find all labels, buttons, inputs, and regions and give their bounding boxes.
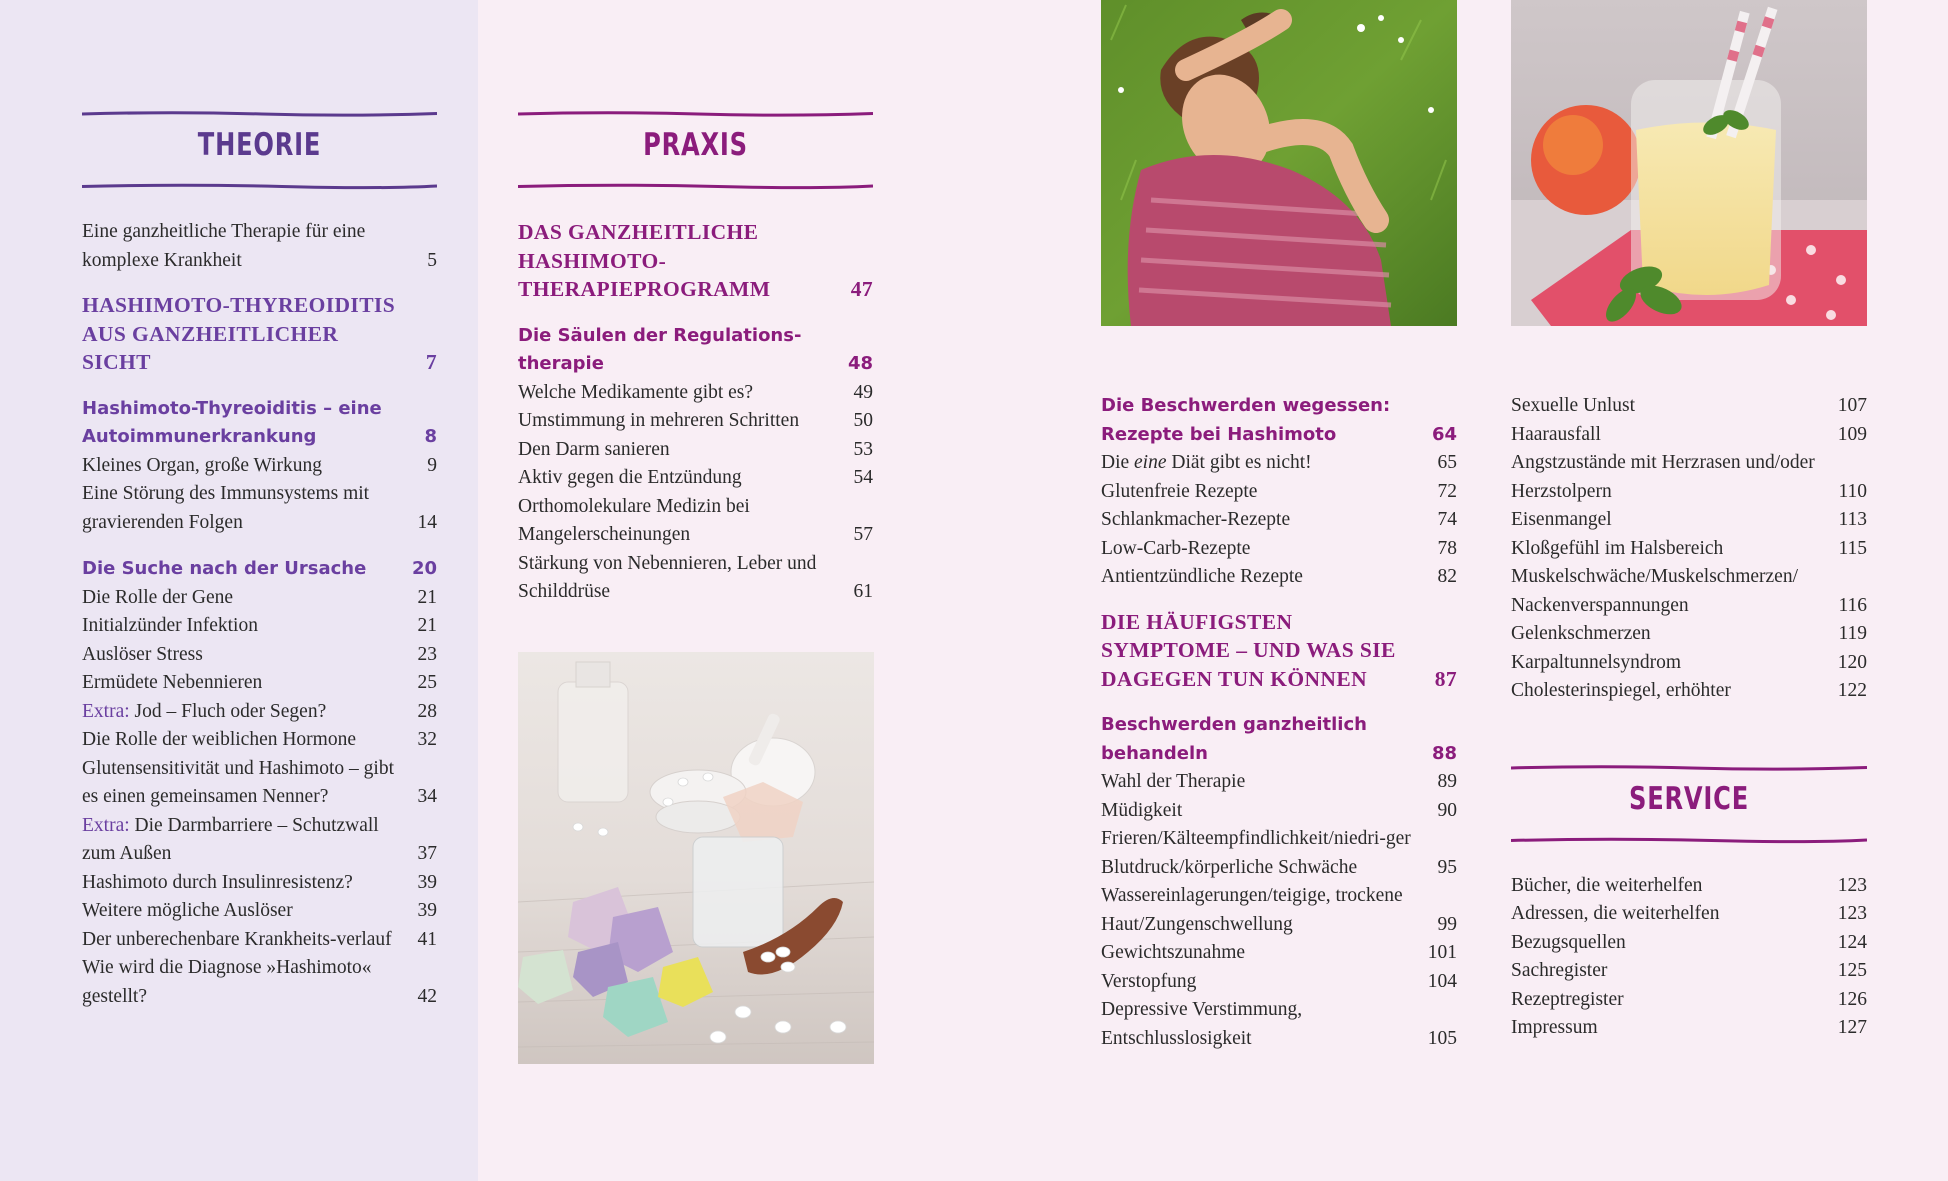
toc-entry-emphasis: eine	[1134, 452, 1167, 473]
toc-entry	[1101, 478, 1457, 507]
toc-entry-title: Glutensensitivität und Hashimoto – gibt es einen gemeinsamen Nenner?	[82, 757, 394, 807]
toc-entry	[82, 480, 437, 537]
toc-page-number: 32	[417, 729, 437, 750]
toc-page-number: 25	[417, 672, 437, 693]
toc-page-number: 21	[417, 586, 437, 608]
toc-entry	[82, 812, 437, 869]
toc-entry	[82, 726, 437, 755]
toc-entry-title: Wahl der Therapie	[1101, 771, 1246, 792]
toc-page-number: 109	[1837, 423, 1867, 445]
toc-page-number: 125	[1837, 960, 1867, 981]
toc-page-number: 65	[1437, 452, 1457, 473]
toc-entry	[518, 493, 873, 550]
toc-entry	[1101, 996, 1457, 1053]
section-title-service: SERVICE	[1629, 780, 1749, 817]
toc-entry-title: Stärkung von Nebennieren, Leber und Schilddrüse	[518, 552, 817, 602]
toc-entry-title: Die Rolle der Gene	[82, 586, 234, 608]
toc-page-number: 42	[417, 985, 437, 1007]
toc-chapter-heading	[518, 218, 873, 304]
toc-entry	[1101, 449, 1457, 478]
toc-section-heading	[1101, 392, 1457, 449]
toc-entry-title: DIE HÄUFIGSTEN SYMPTOME – UND WAS SIE DAGEGEN TUN KÖNNEN	[1101, 609, 1396, 691]
toc-entry-title: Die Beschwerden wegessen: Rezepte bei Hashimoto	[1101, 395, 1391, 445]
toc-entry	[1511, 677, 1867, 706]
toc-entry-title: Welche Medikamente gibt es?	[518, 381, 754, 403]
toc-entry-title: Kleines Organ, große Wirkung	[82, 454, 323, 476]
toc-page-number: 115	[1838, 537, 1867, 559]
toc-page-number: 74	[1437, 509, 1457, 530]
toc-entry	[518, 550, 873, 607]
toc-entry	[82, 755, 437, 812]
toc-entry-title: Eisenmangel	[1511, 509, 1612, 530]
toc-entry-title: Adressen, die weiterhelfen	[1511, 903, 1720, 924]
toc-entry-title: Angstzustände mit Herzrasen und/oder Herzstolpern	[1511, 452, 1815, 502]
toc-page-number: 90	[1437, 799, 1457, 821]
toc-list	[1101, 392, 1457, 1053]
section-header-praxis	[518, 110, 873, 192]
woman-in-grass-photo	[1101, 0, 1457, 326]
toc-chapter-heading	[1101, 608, 1457, 694]
toc-entry-title: Gelenkschmerzen	[1511, 623, 1651, 644]
toc-page-number: 39	[417, 900, 437, 921]
toc-entry	[1101, 563, 1457, 592]
toc-page-number: 88	[1431, 742, 1457, 764]
header-rule-top	[518, 110, 873, 118]
toc-page-number: 110	[1838, 480, 1867, 502]
toc-page-number: 37	[417, 843, 437, 864]
toc-column-3	[1101, 392, 1457, 1053]
toc-page-number: 116	[1838, 594, 1867, 616]
toc-entry-title: Glutenfreie Rezepte	[1101, 480, 1258, 502]
toc-entry-title: HASHIMOTO-THYREOIDITIS AUS GANZHEITLICHER SICHT	[82, 293, 396, 374]
toc-entry-title: Orthomolekulare Medizin bei Mangelerscheinungen	[518, 495, 750, 545]
toc-entry	[1511, 900, 1867, 929]
toc-entry	[82, 584, 437, 613]
toc-section-heading	[82, 555, 437, 584]
toc-entry	[1101, 535, 1457, 564]
toc-entry	[1511, 563, 1867, 620]
toc-entry-title: Extra: Jod – Fluch oder Segen?	[82, 700, 327, 722]
toc-page-number: 21	[417, 615, 437, 636]
toc-entry	[82, 218, 437, 275]
toc-page-number: 87	[1434, 666, 1457, 691]
toc-entry-title: Die eine Diät gibt es nicht!	[1101, 452, 1312, 473]
toc-entry-title: Aktiv gegen die Entzündung	[518, 467, 742, 488]
toc-entry-title: Kloßgefühl im Halsbereich	[1511, 537, 1724, 559]
toc-column-praxis	[518, 110, 873, 607]
section-header-theorie	[82, 110, 437, 192]
toc-entry	[1511, 1014, 1867, 1043]
toc-entry	[1511, 649, 1867, 678]
toc-entry	[82, 897, 437, 926]
toc-page-number: 126	[1837, 988, 1867, 1010]
section-title-praxis: PRAXIS	[643, 127, 748, 163]
toc-page-number: 47	[850, 277, 873, 301]
toc-entry-title: Umstimmung in mehreren Schritten	[518, 410, 800, 431]
toc-page-number: 54	[853, 467, 873, 488]
peach-smoothie-photo	[1511, 0, 1867, 326]
toc-entry-title: Sachregister	[1511, 960, 1608, 981]
toc-entry-title: Wie wird die Diagnose »Hashimoto« gestellt?	[82, 957, 372, 1007]
toc-page-number: 49	[853, 381, 873, 403]
toc-page-number: 107	[1837, 395, 1867, 416]
section-header-service	[1511, 764, 1867, 846]
toc-entry-title: Der unberechenbare Krankheits-verlauf	[82, 928, 392, 950]
toc-page-number: 99	[1437, 913, 1457, 935]
toc-entry	[1101, 825, 1457, 882]
toc-entry-title: Ermüdete Nebennieren	[82, 672, 263, 693]
toc-entry-title: Gewichtszunahme	[1101, 942, 1246, 963]
toc-entry-title: Sexuelle Unlust	[1511, 395, 1636, 416]
toc-entry	[82, 452, 437, 481]
toc-page-number: 124	[1837, 931, 1867, 953]
toc-page-number: 123	[1837, 903, 1867, 924]
toc-page-number: 119	[1838, 623, 1867, 644]
toc-page-number: 64	[1431, 423, 1457, 445]
toc-page-number: 28	[417, 700, 437, 722]
toc-page-number: 61	[853, 581, 873, 602]
toc-entry	[1511, 929, 1867, 958]
toc-entry-title: Den Darm sanieren	[518, 438, 670, 460]
toc-entry	[1511, 957, 1867, 986]
toc-page-number: 9	[427, 454, 437, 476]
toc-page-number: 72	[1437, 480, 1457, 502]
section-title-theorie: THEORIE	[197, 127, 322, 163]
toc-entry	[1101, 939, 1457, 968]
toc-list	[1511, 872, 1867, 1043]
toc-entry	[518, 436, 873, 465]
toc-entry-title: Antientzündliche Rezepte	[1101, 566, 1303, 587]
toc-section-heading	[518, 322, 873, 379]
toc-entry	[1511, 392, 1867, 421]
toc-entry	[518, 464, 873, 493]
toc-entry-title: Extra: Die Darmbarriere – Schutzwall zum Außen	[82, 814, 379, 864]
toc-entry-title: Rezeptregister	[1511, 988, 1624, 1010]
toc-page-number: 7	[425, 350, 437, 374]
toc-entry	[1101, 768, 1457, 797]
toc-entry-title: Karpaltunnelsyndrom	[1511, 651, 1682, 673]
toc-entry-title: Muskelschwäche/Muskelschmerzen/ Nackenverspannungen	[1511, 566, 1798, 616]
header-rule-bottom	[1511, 836, 1867, 844]
toc-section-heading	[82, 395, 437, 452]
toc-entry-title: Wassereinlagerungen/teigige, trockene Haut/Zungenschwellung	[1101, 885, 1403, 935]
toc-column-theorie	[82, 110, 437, 1011]
toc-entry	[1101, 506, 1457, 535]
toc-entry-title: Hashimoto durch Insulinresistenz?	[82, 871, 353, 893]
toc-entry	[1101, 882, 1457, 939]
toc-page-number: 39	[417, 871, 437, 893]
toc-entry-title: Die Suche nach der Ursache	[82, 558, 367, 579]
toc-page-number: 8	[424, 426, 437, 447]
service-section	[1511, 764, 1867, 1043]
toc-page-number: 57	[853, 524, 873, 545]
toc-page-number: 89	[1437, 771, 1457, 792]
toc-entry-title: Die Rolle der weiblichen Hormone	[82, 729, 356, 750]
toc-entry	[1101, 797, 1457, 826]
toc-entry	[518, 407, 873, 436]
toc-entry	[82, 926, 437, 955]
toc-page-number: 5	[427, 249, 437, 271]
toc-chapter-heading	[82, 291, 437, 377]
toc-entry-title: Die Säulen der Regulations-therapie	[518, 324, 802, 374]
toc-entry	[82, 612, 437, 641]
toc-entry	[1511, 421, 1867, 450]
toc-entry-title: Initialzünder Infektion	[82, 615, 258, 636]
toc-entry	[82, 869, 437, 898]
toc-page-number: 113	[1838, 509, 1867, 530]
toc-page-number: 50	[853, 410, 873, 431]
toc-page-number: 105	[1427, 1027, 1457, 1049]
toc-entry	[82, 698, 437, 727]
toc-entry-title: Eine Störung des Immunsystems mit gravierenden Folgen	[82, 483, 370, 533]
toc-entry-prefix: Extra:	[82, 814, 135, 836]
toc-entry-title: Frieren/Kälteempfindlichkeit/niedri-ger Blutdruck/körperliche Schwäche	[1101, 828, 1411, 878]
toc-page-number: 120	[1837, 651, 1867, 673]
header-rule-bottom	[518, 182, 873, 190]
toc-page-number: 41	[417, 928, 437, 950]
crystals-pills-photo	[518, 652, 874, 1064]
toc-page-number: 23	[417, 643, 437, 665]
toc-page-number: 48	[847, 353, 873, 374]
header-rule-bottom	[82, 182, 437, 190]
toc-list	[1511, 392, 1867, 706]
toc-entry-title: Auslöser Stress	[82, 643, 203, 665]
toc-column-4	[1511, 392, 1867, 1043]
toc-entry-title: Bezugsquellen	[1511, 931, 1626, 953]
toc-section-heading	[1101, 711, 1457, 768]
toc-page-number: 101	[1427, 942, 1457, 963]
toc-entry-title: Eine ganzheitliche Therapie für eine komplexe Krankheit	[82, 221, 366, 271]
toc-page-number: 34	[417, 786, 437, 807]
toc-entry-title: Bücher, die weiterhelfen	[1511, 874, 1703, 896]
toc-entry-title: Müdigkeit	[1101, 799, 1183, 821]
toc-entry-title: Depressive Verstimmung, Entschlusslosigkeit	[1101, 999, 1303, 1049]
toc-entry-prefix: Extra:	[82, 700, 135, 722]
toc-entry	[1511, 872, 1867, 901]
toc-page-number: 104	[1427, 970, 1457, 992]
toc-entry-title: Verstopfung	[1101, 970, 1197, 992]
toc-page-number: 14	[417, 511, 437, 533]
header-rule-top	[82, 110, 437, 118]
toc-page-number: 82	[1437, 566, 1457, 587]
toc-entry	[82, 641, 437, 670]
toc-entry	[1101, 968, 1457, 997]
toc-page-number: 53	[853, 438, 873, 460]
toc-page-number: 78	[1437, 537, 1457, 559]
toc-entry	[1511, 986, 1867, 1015]
toc-page-number: 20	[411, 558, 437, 579]
toc-entry-title: Schlankmacher-Rezepte	[1101, 509, 1291, 530]
toc-entry	[1511, 620, 1867, 649]
toc-entry	[1511, 535, 1867, 564]
toc-entry-title: Impressum	[1511, 1017, 1598, 1038]
toc-page-number: 95	[1437, 856, 1457, 878]
toc-entry-title: Cholesterinspiegel, erhöhter	[1511, 680, 1731, 701]
toc-page-number: 127	[1837, 1017, 1867, 1038]
toc-entry-title: Beschwerden ganzheitlich behandeln	[1101, 714, 1367, 764]
toc-entry-title: Weitere mögliche Auslöser	[82, 900, 293, 921]
toc-entry	[82, 669, 437, 698]
toc-list	[82, 218, 437, 1011]
toc-entry-title: Hashimoto-Thyreoiditis – eine Autoimmunerkrankung	[82, 397, 382, 447]
toc-entry	[518, 379, 873, 408]
toc-entry-title: Haarausfall	[1511, 423, 1601, 445]
toc-entry	[82, 954, 437, 1011]
toc-entry	[1511, 449, 1867, 506]
toc-entry-title: DAS GANZHEITLICHE HASHIMOTO-THERAPIEPROGRAMM	[518, 220, 771, 301]
toc-entry	[1511, 506, 1867, 535]
toc-list	[518, 218, 873, 607]
header-rule-top	[1511, 764, 1867, 772]
toc-page-number: 122	[1837, 680, 1867, 701]
toc-entry-title: Low-Carb-Rezepte	[1101, 537, 1251, 559]
toc-page-number: 123	[1837, 874, 1867, 896]
